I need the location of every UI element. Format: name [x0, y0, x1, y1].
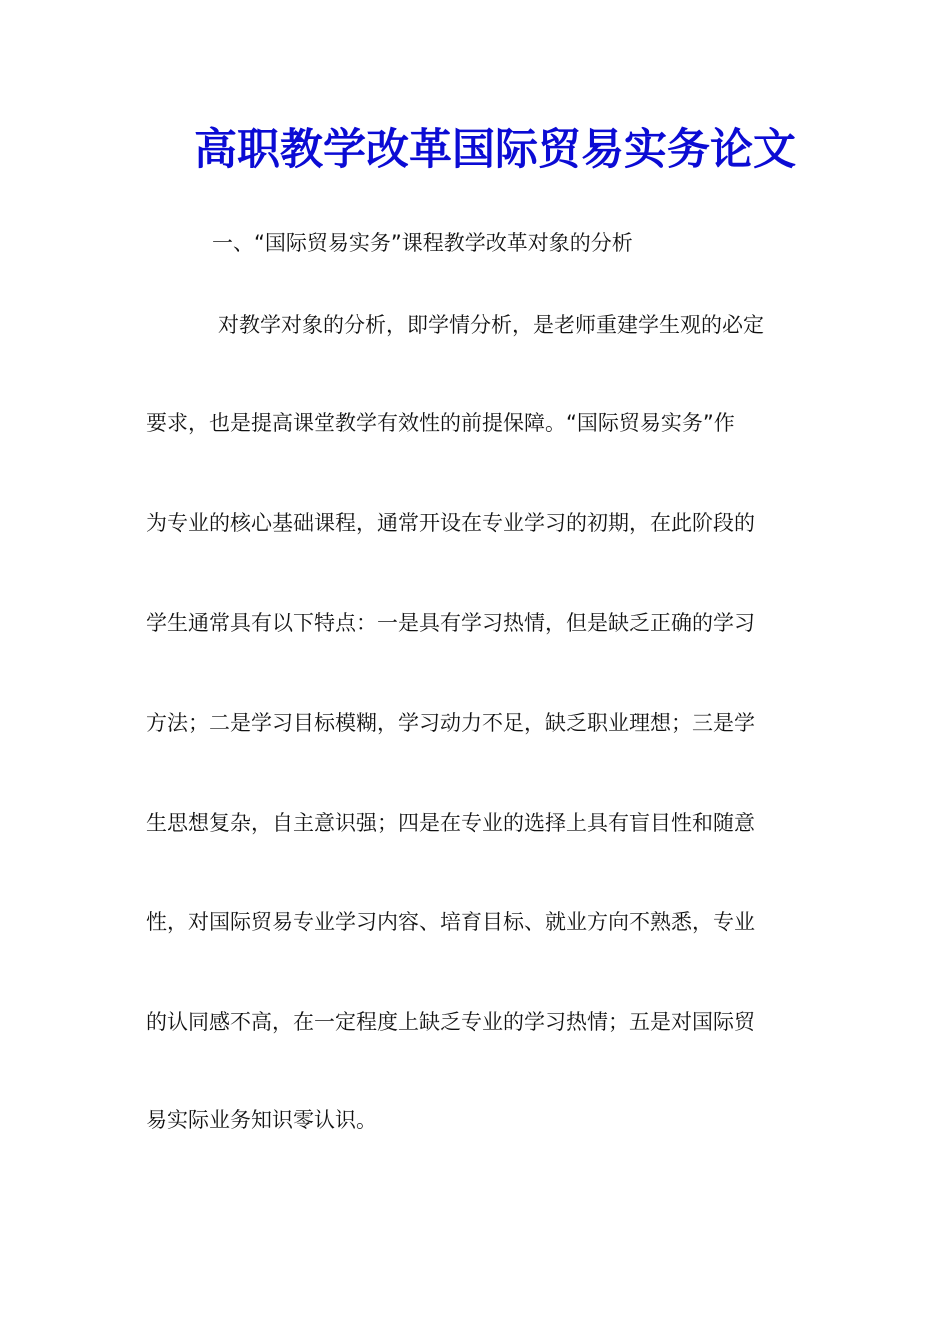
document-title: 高职教学改革国际贸易实务论文 — [194, 125, 796, 175]
section-heading: 一、“国际贸易实务”课程教学改革对象的分析 — [212, 231, 633, 255]
body-line: 对教学对象的分析，即学情分析，是老师重建学生观的必定 — [218, 313, 764, 337]
body-line: 要求，也是提高课堂教学有效性的前提保障。“国际贸易实务”作 — [146, 411, 735, 435]
body-line: 性，对国际贸易专业学习内容、培育目标、就业方向不熟悉，专业 — [146, 910, 755, 934]
body-line: 学生通常具有以下特点：一是具有学习热情，但是缺乏正确的学习 — [146, 611, 755, 635]
body-line: 方法；二是学习目标模糊，学习动力不足，缺乏职业理想；三是学 — [146, 711, 755, 735]
body-line: 生思想复杂，自主意识强；四是在专业的选择上具有盲目性和随意 — [146, 811, 755, 835]
body-line: 为专业的核心基础课程，通常开设在专业学习的初期，在此阶段的 — [146, 511, 755, 535]
body-line: 的认同感不高，在一定程度上缺乏专业的学习热情；五是对国际贸 — [146, 1010, 755, 1034]
body-line: 易实际业务知识零认识。 — [146, 1108, 377, 1132]
